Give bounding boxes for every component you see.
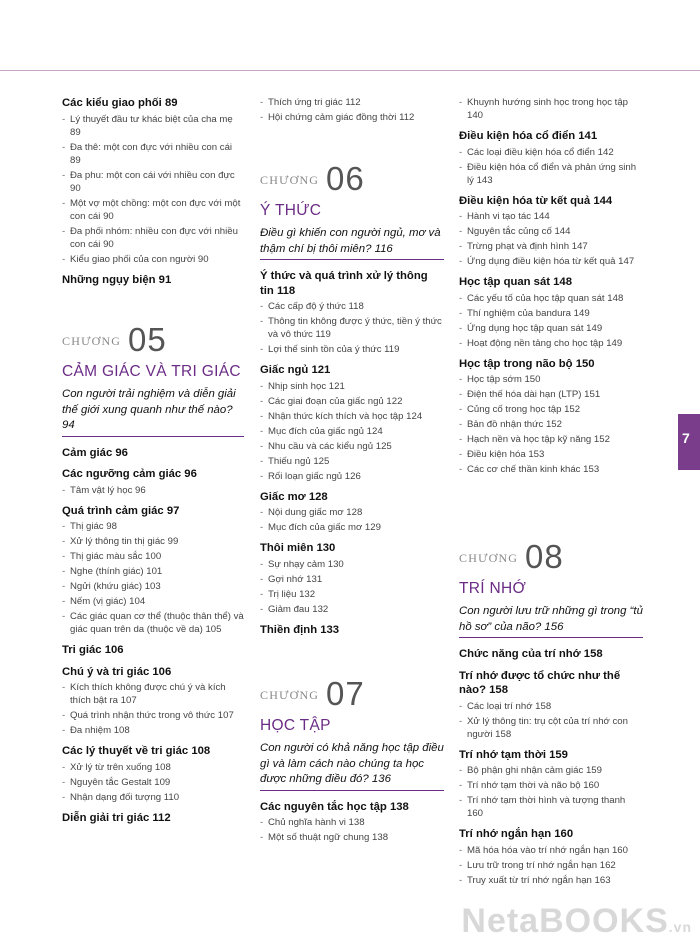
chapter-number: 08 <box>525 538 564 575</box>
toc-item: - Mã hóa hóa vào trí nhớ ngắn hạn 160 <box>459 844 643 857</box>
toc-item: - Nhận thức kích thích và học tập 124 <box>260 410 444 423</box>
toc-heading: Học tập quan sát 148 <box>459 276 573 288</box>
toc-item: - Gợi nhớ 131 <box>260 573 444 586</box>
chapter-question: Con người có khả năng học tập điều gì và làm cách nào chúng ta học được những điều đó? 136 <box>260 741 444 791</box>
toc-heading: Trí nhớ tạm thời 159 <box>459 748 568 761</box>
toc-item: - Thị giác 98 <box>62 520 244 533</box>
toc-item: - Kích thích không được chú ý và kích thích bật ra 107 <box>62 681 244 707</box>
toc-item: - Điện thế hóa dài hạn (LTP) 151 <box>459 388 643 401</box>
toc-item: - Trị liệu 132 <box>260 588 444 601</box>
toc-heading: Các lý thuyết về tri giác 108 <box>62 745 211 757</box>
watermark-logo <box>461 902 692 941</box>
chapter-word: CHƯƠNG <box>62 334 122 348</box>
toc-item: - Tâm vật lý học 96 <box>62 484 244 497</box>
chapter-title: HỌC TẬP <box>260 717 331 734</box>
toc-item: - Kiểu giao phối của con người 90 <box>62 253 244 266</box>
toc-item: - Một số thuật ngữ chung 138 <box>260 831 444 844</box>
toc-item: - Lý thuyết đầu tư khác biệt của cha mẹ 89 <box>62 113 244 139</box>
toc-item: - Hành vi tạo tác 144 <box>459 210 643 223</box>
toc-column-2 <box>260 96 444 846</box>
toc-item: - Trí nhớ tạm thời hình và tượng thanh 160 <box>459 794 643 820</box>
toc-heading: Giấc mơ 128 <box>260 490 328 503</box>
section-tab <box>678 414 700 470</box>
toc-item: - Nguyên tắc Gestalt 109 <box>62 776 244 789</box>
toc-item-list <box>62 113 244 266</box>
toc-item: - Ngửi (khứu giác) 103 <box>62 580 244 593</box>
toc-item: - Đa thê: một con đực với nhiều con cái 89 <box>62 141 244 167</box>
toc-item: - Hội chứng cảm giác đồng thời 112 <box>260 111 444 124</box>
toc-item: - Trừng phạt và định hình 147 <box>459 240 643 253</box>
toc-item: - Khuynh hướng sinh học trong học tập 140 <box>459 96 643 122</box>
toc-heading: Cảm giác 96 <box>62 446 128 459</box>
toc-heading: Giấc ngủ 121 <box>260 364 331 376</box>
watermark-suffix: .vn <box>668 919 692 935</box>
toc-item: - Củng cố trong học tập 152 <box>459 403 643 416</box>
toc-item: - Điều kiện hóa 153 <box>459 448 643 461</box>
chapter-title: CẢM GIÁC VÀ TRI GIÁC <box>62 363 241 380</box>
toc-item: - Xử lý thông tin: trụ cột của trí nhớ con người 158 <box>459 715 643 741</box>
chapter-number: 06 <box>326 160 365 197</box>
toc-item: - Nhận dạng đối tượng 110 <box>62 791 244 804</box>
toc-item: - Nguyên tắc củng cố 144 <box>459 225 643 238</box>
toc-heading: Quá trình cảm giác 97 <box>62 504 180 517</box>
toc-heading: Chức năng của trí nhớ 158 <box>459 648 603 660</box>
toc-item: - Thông tin không được ý thức, tiền ý thức và vô thức 119 <box>260 315 444 341</box>
toc-item: - Điều kiện hóa cổ điển và phản ứng sinh lý 143 <box>459 161 643 187</box>
chapter-word: CHƯƠNG <box>260 688 320 702</box>
toc-item: - Xử lý từ trên xuống 108 <box>62 761 244 774</box>
toc-item: - Các yếu tố của học tập quan sát 148 <box>459 292 643 305</box>
toc-item: - Nếm (vị giác) 104 <box>62 595 244 608</box>
toc-item: - Các loại trí nhớ 158 <box>459 700 643 713</box>
chapter-number: 07 <box>326 675 365 712</box>
toc-heading: Những ngụy biện 91 <box>62 273 172 286</box>
toc-heading: Diễn giải tri giác 112 <box>62 811 171 824</box>
toc-heading: Trí nhớ được tổ chức như thế nào? 158 <box>459 669 621 696</box>
chapter-marker <box>459 524 643 576</box>
toc-heading: Các nguyên tắc học tập 138 <box>260 800 409 813</box>
toc-item: - Học tập sớm 150 <box>459 373 643 386</box>
toc-item: - Các loại điều kiện hóa cổ điển 142 <box>459 146 643 159</box>
toc-item: - Truy xuất từ trí nhớ ngắn hạn 163 <box>459 874 643 887</box>
chapter-marker <box>62 307 244 359</box>
toc-item: - Lưu trữ trong trí nhớ ngắn hạn 162 <box>459 859 643 872</box>
chapter-question: Điều gì khiến con người ngủ, mơ và thậm chí bị thôi miên? 116 <box>260 226 444 260</box>
toc-heading: Trí nhớ ngắn hạn 160 <box>459 828 574 840</box>
toc-heading: Các ngưỡng cảm giác 96 <box>62 468 197 480</box>
chapter-question: Con người trải nghiệm và diễn giải thế giới xung quanh như thế nào? 94 <box>62 387 244 437</box>
toc-heading: Các kiểu giao phối 89 <box>62 97 178 109</box>
toc-item: - Một vợ một chồng: một con đực với một con cái 90 <box>62 197 244 223</box>
toc-item: - Quá trình nhận thức trong vô thức 107 <box>62 709 244 722</box>
toc-item: - Đa phu: một con cái với nhiều con đực 90 <box>62 169 244 195</box>
section-tab-label: 7 <box>682 430 690 446</box>
toc-item: - Các giai đoạn của giấc ngủ 122 <box>260 395 444 408</box>
toc-item: - Thí nghiệm của bandura 149 <box>459 307 643 320</box>
toc-item: - Thị giác màu sắc 100 <box>62 550 244 563</box>
toc-column-3 <box>459 96 643 889</box>
toc-heading: Ý thức và quá trình xử lý thông tin 118 <box>260 270 428 297</box>
toc-heading: Thôi miên 130 <box>260 542 336 554</box>
toc-item: - Giảm đau 132 <box>260 603 444 616</box>
toc-item: - Ứng dụng điều kiện hóa từ kết quả 147 <box>459 255 643 268</box>
toc-heading: Điều kiện hóa từ kết quả 144 <box>459 194 613 207</box>
toc-item: - Thích ứng tri giác 112 <box>260 96 444 109</box>
toc-item: - Rối loạn giấc ngủ 126 <box>260 470 444 483</box>
chapter-number: 05 <box>128 321 167 358</box>
toc-item: - Các cơ chế thần kinh khác 153 <box>459 463 643 476</box>
toc-item: - Thiếu ngủ 125 <box>260 455 444 468</box>
chapter-title: Ý THỨC <box>260 202 322 219</box>
chapter-marker <box>260 146 444 198</box>
top-rule <box>0 70 700 71</box>
toc-heading: Điều kiện hóa cổ điển 141 <box>459 130 598 142</box>
toc-item: - Sự nhạy cảm 130 <box>260 558 444 571</box>
toc-item: - Ứng dụng học tập quan sát 149 <box>459 322 643 335</box>
chapter-question: Con người lưu trữ những gì trong “tủ hồ sơ” của não? 156 <box>459 604 643 638</box>
toc-item: - Nội dung giấc mơ 128 <box>260 506 444 519</box>
toc-item: - Bộ phận ghi nhận cảm giác 159 <box>459 764 643 777</box>
chapter-word: CHƯƠNG <box>459 551 519 565</box>
toc-item: - Lợi thế sinh tồn của ý thức 119 <box>260 343 444 356</box>
toc-heading: Thiền định 133 <box>260 623 340 636</box>
toc-item: - Các cấp độ ý thức 118 <box>260 300 444 313</box>
chapter-title: TRÍ NHỚ <box>459 580 527 597</box>
chapter-marker <box>260 661 444 713</box>
toc-item: - Trí nhớ tạm thời và não bộ 160 <box>459 779 643 792</box>
toc-item: - Đa phối nhóm: nhiều con đực với nhiều con cái 90 <box>62 225 244 251</box>
toc-item: - Nhịp sinh học 121 <box>260 380 444 393</box>
chapter-word: CHƯƠNG <box>260 173 320 187</box>
toc-item: - Mục đích của giấc mơ 129 <box>260 521 444 534</box>
toc-heading: Tri giác 106 <box>62 644 124 656</box>
toc-item: - Hoạt động nền tảng cho học tập 149 <box>459 337 643 350</box>
toc-item: - Đa nhiệm 108 <box>62 724 244 737</box>
toc-item: - Nhu cầu và các kiểu ngủ 125 <box>260 440 444 453</box>
toc-item: - Nghe (thính giác) 101 <box>62 565 244 578</box>
toc-item: - Chủ nghĩa hành vi 138 <box>260 816 444 829</box>
toc-item: - Xử lý thông tin thị giác 99 <box>62 535 244 548</box>
toc-item: - Mục đích của giấc ngủ 124 <box>260 425 444 438</box>
toc-item: - Hạch nền và học tập kỹ năng 152 <box>459 433 643 446</box>
toc-item: - Các giác quan cơ thể (thuộc thân thể) và giác quan trên da (thuộc về da) 105 <box>62 610 244 636</box>
toc-column-1 <box>62 96 244 827</box>
toc-heading: Học tập trong não bộ 150 <box>459 357 595 370</box>
watermark-text: NetaBOOKS <box>461 902 669 940</box>
toc-heading: Chú ý và tri giác 106 <box>62 665 172 678</box>
toc-item: - Bản đồ nhận thức 152 <box>459 418 643 431</box>
